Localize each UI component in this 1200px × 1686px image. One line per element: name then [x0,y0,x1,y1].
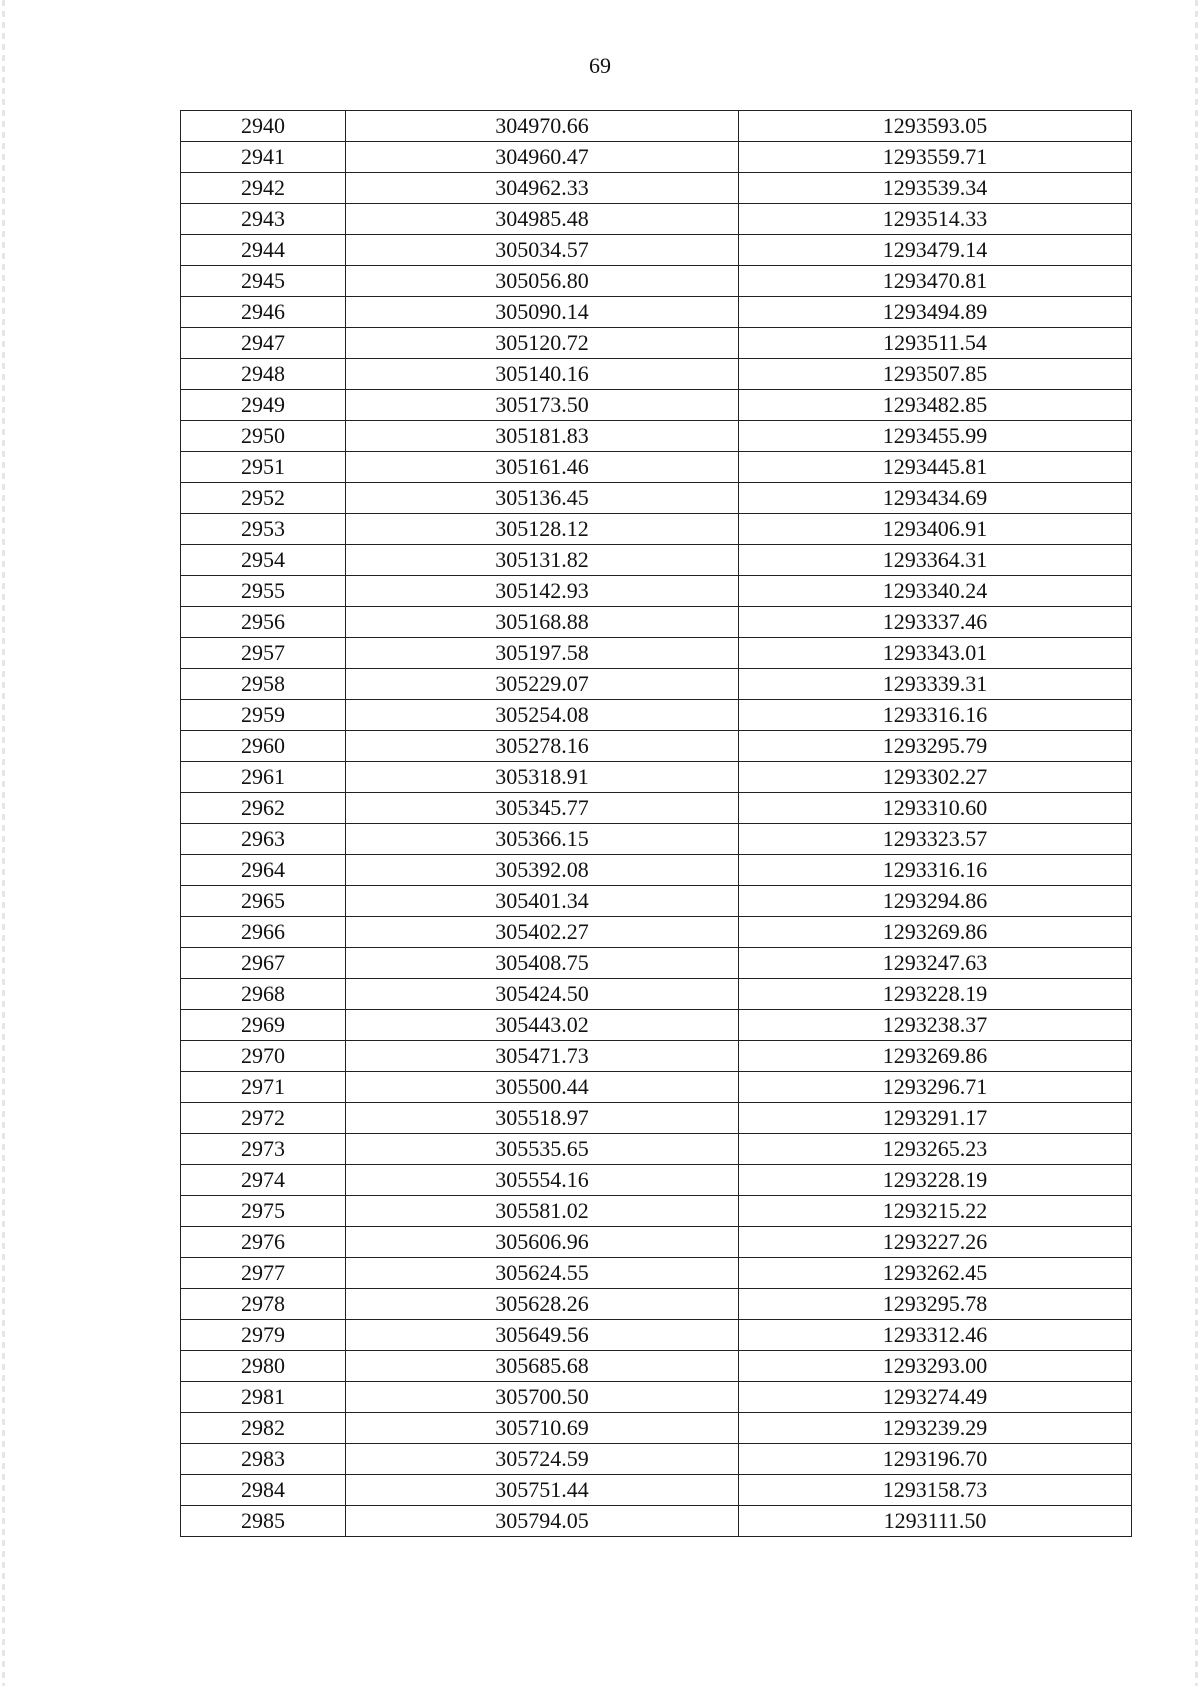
table-row [181,1227,1132,1258]
x-coordinate-cell: 305500.44 [346,1072,739,1103]
table-row [181,1041,1132,1072]
table-row [181,390,1132,421]
point-number-cell: 2945 [181,266,346,297]
coordinates-table [180,110,1132,1537]
table-row [181,1072,1132,1103]
x-coordinate-cell: 305554.16 [346,1165,739,1196]
scan-edge-right [1195,0,1198,1686]
point-number-cell: 2940 [181,111,346,142]
x-coordinate-cell: 305700.50 [346,1382,739,1413]
point-number-cell: 2968 [181,979,346,1010]
point-number-cell: 2952 [181,483,346,514]
point-number-cell: 2969 [181,1010,346,1041]
scan-edge-left [2,0,5,1686]
y-coordinate-cell: 1293296.71 [739,1072,1132,1103]
y-coordinate-cell: 1293269.86 [739,1041,1132,1072]
table-row [181,576,1132,607]
point-number-cell: 2959 [181,700,346,731]
page-number: 69 [589,53,611,78]
point-number-cell: 2977 [181,1258,346,1289]
x-coordinate-cell: 304962.33 [346,173,739,204]
x-coordinate-cell: 305471.73 [346,1041,739,1072]
point-number-cell: 2961 [181,762,346,793]
x-coordinate-cell: 305168.88 [346,607,739,638]
y-coordinate-cell: 1293470.81 [739,266,1132,297]
point-number-cell: 2985 [181,1506,346,1537]
y-coordinate-cell: 1293247.63 [739,948,1132,979]
x-coordinate-cell: 305136.45 [346,483,739,514]
y-coordinate-cell: 1293227.26 [739,1227,1132,1258]
point-number-cell: 2974 [181,1165,346,1196]
table-row [181,1506,1132,1537]
table-row [181,421,1132,452]
y-coordinate-cell: 1293507.85 [739,359,1132,390]
table-row [181,1289,1132,1320]
table-row [181,1103,1132,1134]
x-coordinate-cell: 305606.96 [346,1227,739,1258]
table-row [181,1196,1132,1227]
point-number-cell: 2962 [181,793,346,824]
point-number-cell: 2948 [181,359,346,390]
point-number-cell: 2949 [181,390,346,421]
y-coordinate-cell: 1293294.86 [739,886,1132,917]
point-number-cell: 2954 [181,545,346,576]
x-coordinate-cell: 305443.02 [346,1010,739,1041]
point-number-cell: 2956 [181,607,346,638]
point-number-cell: 2980 [181,1351,346,1382]
point-number-cell: 2957 [181,638,346,669]
table-row [181,638,1132,669]
table-row [181,607,1132,638]
point-number-cell: 2973 [181,1134,346,1165]
x-coordinate-cell: 305120.72 [346,328,739,359]
y-coordinate-cell: 1293406.91 [739,514,1132,545]
x-coordinate-cell: 305392.08 [346,855,739,886]
x-coordinate-cell: 305034.57 [346,235,739,266]
y-coordinate-cell: 1293343.01 [739,638,1132,669]
y-coordinate-cell: 1293293.00 [739,1351,1132,1382]
table-row [181,297,1132,328]
table-row [181,824,1132,855]
point-number-cell: 2981 [181,1382,346,1413]
table-row [181,1444,1132,1475]
y-coordinate-cell: 1293337.46 [739,607,1132,638]
table-row [181,731,1132,762]
x-coordinate-cell: 305229.07 [346,669,739,700]
x-coordinate-cell: 305710.69 [346,1413,739,1444]
x-coordinate-cell: 305278.16 [346,731,739,762]
x-coordinate-cell: 305628.26 [346,1289,739,1320]
x-coordinate-cell: 305366.15 [346,824,739,855]
table-row [181,1320,1132,1351]
x-coordinate-cell: 305254.08 [346,700,739,731]
y-coordinate-cell: 1293310.60 [739,793,1132,824]
x-coordinate-cell: 305581.02 [346,1196,739,1227]
x-coordinate-cell: 305318.91 [346,762,739,793]
y-coordinate-cell: 1293455.99 [739,421,1132,452]
x-coordinate-cell: 305649.56 [346,1320,739,1351]
table-row [181,1382,1132,1413]
table-row [181,204,1132,235]
y-coordinate-cell: 1293239.29 [739,1413,1132,1444]
point-number-cell: 2964 [181,855,346,886]
y-coordinate-cell: 1293482.85 [739,390,1132,421]
x-coordinate-cell: 305624.55 [346,1258,739,1289]
point-number-cell: 2972 [181,1103,346,1134]
table-row [181,142,1132,173]
y-coordinate-cell: 1293228.19 [739,1165,1132,1196]
point-number-cell: 2953 [181,514,346,545]
x-coordinate-cell: 304985.48 [346,204,739,235]
table-row [181,452,1132,483]
x-coordinate-cell: 304960.47 [346,142,739,173]
x-coordinate-cell: 305181.83 [346,421,739,452]
y-coordinate-cell: 1293269.86 [739,917,1132,948]
x-coordinate-cell: 305751.44 [346,1475,739,1506]
y-coordinate-cell: 1293228.19 [739,979,1132,1010]
point-number-cell: 2942 [181,173,346,204]
point-number-cell: 2967 [181,948,346,979]
y-coordinate-cell: 1293291.17 [739,1103,1132,1134]
x-coordinate-cell: 305161.46 [346,452,739,483]
x-coordinate-cell: 305173.50 [346,390,739,421]
point-number-cell: 2982 [181,1413,346,1444]
table-row [181,545,1132,576]
table-row [181,793,1132,824]
point-number-cell: 2944 [181,235,346,266]
point-number-cell: 2958 [181,669,346,700]
table-row [181,514,1132,545]
point-number-cell: 2978 [181,1289,346,1320]
x-coordinate-cell: 305685.68 [346,1351,739,1382]
point-number-cell: 2979 [181,1320,346,1351]
table-row [181,1413,1132,1444]
table-row [181,1351,1132,1382]
table-row [181,235,1132,266]
table-row [181,1165,1132,1196]
y-coordinate-cell: 1293302.27 [739,762,1132,793]
y-coordinate-cell: 1293593.05 [739,111,1132,142]
point-number-cell: 2965 [181,886,346,917]
table-row [181,886,1132,917]
point-number-cell: 2975 [181,1196,346,1227]
point-number-cell: 2947 [181,328,346,359]
x-coordinate-cell: 305140.16 [346,359,739,390]
point-number-cell: 2946 [181,297,346,328]
point-number-cell: 2955 [181,576,346,607]
table-row [181,917,1132,948]
table-row [181,1475,1132,1506]
point-number-cell: 2984 [181,1475,346,1506]
y-coordinate-cell: 1293434.69 [739,483,1132,514]
point-number-cell: 2963 [181,824,346,855]
table-row [181,266,1132,297]
table-row [181,1258,1132,1289]
x-coordinate-cell: 305408.75 [346,948,739,979]
x-coordinate-cell: 305128.12 [346,514,739,545]
x-coordinate-cell: 305197.58 [346,638,739,669]
point-number-cell: 2951 [181,452,346,483]
y-coordinate-cell: 1293158.73 [739,1475,1132,1506]
point-number-cell: 2960 [181,731,346,762]
y-coordinate-cell: 1293265.23 [739,1134,1132,1165]
table-row [181,359,1132,390]
table-row [181,328,1132,359]
table-row [181,1134,1132,1165]
x-coordinate-cell: 305424.50 [346,979,739,1010]
point-number-cell: 2970 [181,1041,346,1072]
x-coordinate-cell: 305518.97 [346,1103,739,1134]
table-row [181,483,1132,514]
table-row [181,669,1132,700]
point-number-cell: 2943 [181,204,346,235]
coordinates-table-body [181,111,1132,1537]
table-row [181,111,1132,142]
point-number-cell: 2976 [181,1227,346,1258]
table-row [181,762,1132,793]
table-row [181,948,1132,979]
table-row [181,1010,1132,1041]
point-number-cell: 2950 [181,421,346,452]
table-row [181,700,1132,731]
x-coordinate-cell: 305794.05 [346,1506,739,1537]
y-coordinate-cell: 1293312.46 [739,1320,1132,1351]
x-coordinate-cell: 305401.34 [346,886,739,917]
y-coordinate-cell: 1293274.49 [739,1382,1132,1413]
y-coordinate-cell: 1293445.81 [739,452,1132,483]
table-row [181,173,1132,204]
point-number-cell: 2971 [181,1072,346,1103]
y-coordinate-cell: 1293514.33 [739,204,1132,235]
x-coordinate-cell: 305131.82 [346,545,739,576]
y-coordinate-cell: 1293340.24 [739,576,1132,607]
x-coordinate-cell: 305345.77 [346,793,739,824]
x-coordinate-cell: 305535.65 [346,1134,739,1165]
y-coordinate-cell: 1293196.70 [739,1444,1132,1475]
x-coordinate-cell: 304970.66 [346,111,739,142]
point-number-cell: 2966 [181,917,346,948]
y-coordinate-cell: 1293316.16 [739,700,1132,731]
y-coordinate-cell: 1293559.71 [739,142,1132,173]
y-coordinate-cell: 1293238.37 [739,1010,1132,1041]
y-coordinate-cell: 1293262.45 [739,1258,1132,1289]
x-coordinate-cell: 305142.93 [346,576,739,607]
y-coordinate-cell: 1293323.57 [739,824,1132,855]
point-number-cell: 2941 [181,142,346,173]
x-coordinate-cell: 305402.27 [346,917,739,948]
point-number-cell: 2983 [181,1444,346,1475]
y-coordinate-cell: 1293539.34 [739,173,1132,204]
y-coordinate-cell: 1293215.22 [739,1196,1132,1227]
y-coordinate-cell: 1293295.78 [739,1289,1132,1320]
y-coordinate-cell: 1293316.16 [739,855,1132,886]
y-coordinate-cell: 1293494.89 [739,297,1132,328]
table-row [181,855,1132,886]
y-coordinate-cell: 1293295.79 [739,731,1132,762]
x-coordinate-cell: 305090.14 [346,297,739,328]
x-coordinate-cell: 305056.80 [346,266,739,297]
y-coordinate-cell: 1293111.50 [739,1506,1132,1537]
x-coordinate-cell: 305724.59 [346,1444,739,1475]
table-row [181,979,1132,1010]
y-coordinate-cell: 1293511.54 [739,328,1132,359]
y-coordinate-cell: 1293339.31 [739,669,1132,700]
y-coordinate-cell: 1293479.14 [739,235,1132,266]
y-coordinate-cell: 1293364.31 [739,545,1132,576]
